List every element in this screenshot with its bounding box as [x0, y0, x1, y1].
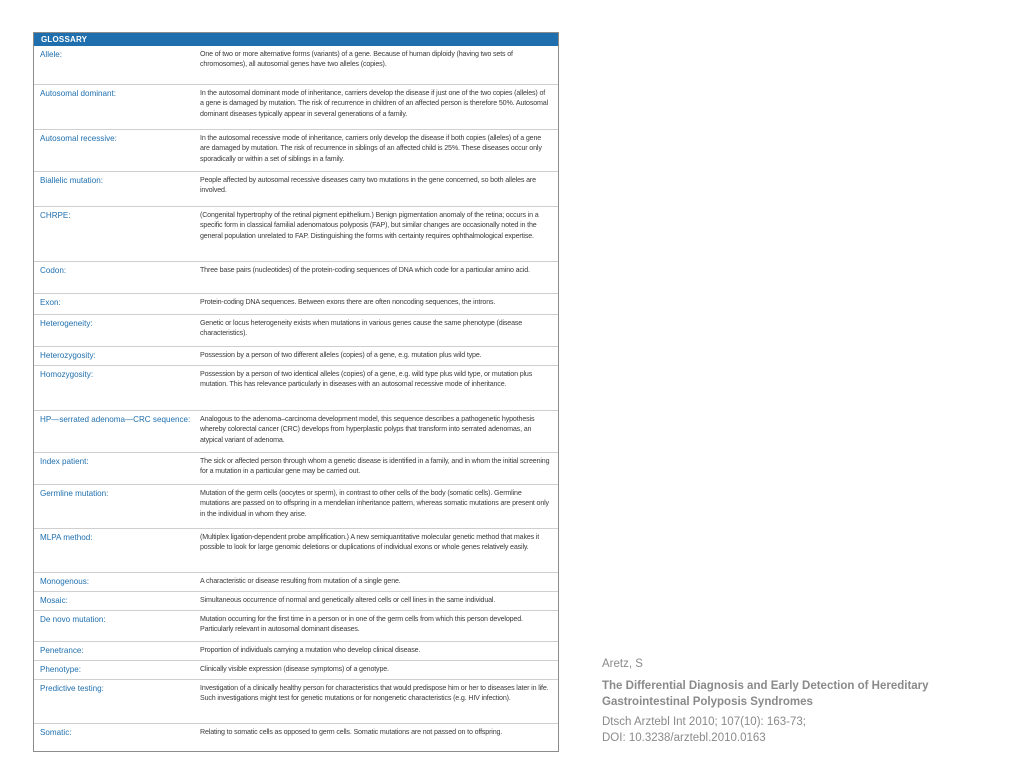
glossary-definition: Genetic or locus heterogeneity exists when mutations in various genes cause the same phenotype (disease characteristics).	[200, 319, 523, 338]
glossary-row	[34, 346, 558, 365]
glossary-row	[34, 365, 558, 410]
glossary-term: HP—serrated adenoma—CRC sequence:	[40, 415, 191, 424]
glossary-row	[34, 46, 558, 84]
glossary-term: Autosomal recessive:	[40, 134, 117, 143]
glossary-definition: Relating to somatic cells as opposed to germ cells. Somatic mutations are not passed on to offspring.	[200, 728, 503, 736]
glossary-definition: A characteristic or disease resulting from mutation of a single gene.	[200, 577, 401, 585]
glossary-term: Heterogeneity:	[40, 319, 93, 328]
glossary-term: Heterozygosity:	[40, 351, 96, 360]
glossary-term: Somatic:	[40, 728, 72, 737]
glossary-definition: Possession by a person of two identical alleles (copies) of a gene, e.g. wild type plus wild type, or mutation plus mutation. This has relevance particularly in diseases with an autosomal recessive mode of inheritance.	[200, 370, 533, 389]
glossary-definition: People affected by autosomal recessive diseases carry two mutations in the gene concerned, so both alleles are involved.	[200, 176, 536, 195]
glossary-row	[34, 293, 558, 314]
glossary-table	[33, 32, 559, 752]
glossary-header: GLOSSARY	[34, 33, 558, 46]
glossary-term: CHRPE:	[40, 211, 71, 220]
glossary-term: De novo mutation:	[40, 615, 106, 624]
glossary-definition: Simultaneous occurrence of normal and genetically altered cells or cell lines in the same individual.	[200, 596, 496, 604]
glossary-term: Biallelic mutation:	[40, 176, 103, 185]
glossary-row	[34, 84, 558, 129]
glossary-row	[34, 484, 558, 528]
citation-block	[602, 656, 1002, 746]
citation-doi: DOI: 10.3238/arztebl.2010.0163	[602, 732, 766, 744]
glossary-row	[34, 641, 558, 660]
glossary-definition: Clinically visible expression (disease symptoms) of a genotype.	[200, 665, 389, 673]
glossary-definition: Investigation of a clinically healthy person for characteristics that would predispose him or her to diseases later in life. Such investigations might test for genetic mutations or for nongenetic characteristics (e.g. HIV infection).	[200, 684, 549, 703]
glossary-definition: (Congenital hypertrophy of the retinal pigment epithelium.) Benign pigmentation anomaly of the retina; occurs in a specific form in classical familial adenomatous polyposis (FAP), but similar changes are occasionally noted in the general population unrelated to FAP. Distinguishing the forms with certainty requires ophthalmological expertise.	[200, 211, 539, 240]
glossary-definition: Possession by a person of two different alleles (copies) of a gene, e.g. mutation plus wild type.	[200, 351, 482, 359]
glossary-row	[34, 410, 558, 452]
glossary-definition: One of two or more alternative forms (variants) of a gene. Because of human diploidy (having two sets of chromosomes), all autosomal genes have two alleles (copies).	[200, 50, 513, 69]
glossary-definition: (Multiplex ligation-dependent probe amplification.) A new semiquantitative molecular genetic method that makes it possible to look for large genomic deletions or duplications of individual exons or whole genes relatively easily.	[200, 533, 540, 552]
glossary-term: Homozygosity:	[40, 370, 94, 379]
citation-author: Aretz, S	[602, 658, 643, 670]
glossary-row	[34, 591, 558, 610]
glossary-definition: Analogous to the adenoma–carcinoma development model, this sequence describes a pathogenetic hypothesis whereby colorectal cancer (CRC) develops from hyperplastic polyps that transform into serrated adenomas, an atypical variant of adenoma.	[200, 415, 535, 444]
glossary-definition: The sick or affected person through whom a genetic disease is identified in a family, and in whom the initial screening for a mutation in a particular gene may be carried out.	[200, 457, 550, 476]
citation-title: The Differential Diagnosis and Early Detection of Hereditary Gastrointestinal Polyposis Syndromes	[602, 680, 929, 708]
glossary-definition: In the autosomal dominant mode of inheritance, carriers develop the disease if just one of the two copies (alleles) of a gene is damaged by mutation. The risk of recurrence in children of an affected person is therefore 50%. Autosomal dominant diseases typically appear in several generations of a family.	[200, 89, 549, 118]
glossary-row	[34, 723, 558, 751]
glossary-definition: Protein-coding DNA sequences. Between exons there are often noncoding sequences, the introns.	[200, 298, 496, 306]
citation-journal: Dtsch Arztebl Int 2010; 107(10): 163-73;	[602, 716, 806, 728]
glossary-term: Codon:	[40, 266, 67, 275]
glossary-row	[34, 171, 558, 206]
glossary-term: Monogenous:	[40, 577, 90, 586]
glossary-term: Allele:	[40, 50, 63, 59]
glossary-row	[34, 314, 558, 346]
glossary-definition: In the autosomal recessive mode of inheritance, carriers only develop the disease if both copies (alleles) of a gene are damaged by mutation. The risk of recurrence in siblings of an affected child is 25%. These diseases occur only sporadically or within a set of siblings in a family.	[200, 134, 542, 163]
glossary-term: Germline mutation:	[40, 489, 109, 498]
glossary-term: Autosomal dominant:	[40, 89, 117, 98]
glossary-row	[34, 610, 558, 641]
glossary-row	[34, 679, 558, 723]
glossary-term: MLPA method:	[40, 533, 93, 542]
glossary-definition: Three base pairs (nucleotides) of the protein-coding sequences of DNA which code for a particular amino acid.	[200, 266, 530, 274]
glossary-definition: Proportion of individuals carrying a mutation who develop clinical disease.	[200, 646, 421, 654]
glossary-row	[34, 528, 558, 572]
glossary-row	[34, 572, 558, 591]
glossary-row	[34, 660, 558, 679]
glossary-row	[34, 452, 558, 484]
glossary-definition: Mutation occurring for the first time in a person or in one of the germ cells from which this person developed. Particularly relevant in autosomal dominant diseases.	[200, 615, 523, 634]
glossary-term: Mosaic:	[40, 596, 68, 605]
glossary-term: Predictive testing:	[40, 684, 104, 693]
glossary-definition: Mutation of the germ cells (oocytes or sperm), in contrast to other cells of the body (somatic cells). Germline mutations are passed on to offspring in a mendelian inheritance pattern, whereas somatic mutations are present only in the individual in whom they arise.	[200, 489, 549, 518]
glossary-term: Penetrance:	[40, 646, 84, 655]
glossary-row	[34, 261, 558, 293]
glossary-term: Exon:	[40, 298, 61, 307]
glossary-term: Phenotype:	[40, 665, 81, 674]
glossary-term: Index patient:	[40, 457, 89, 466]
glossary-row	[34, 129, 558, 171]
glossary-row	[34, 206, 558, 261]
